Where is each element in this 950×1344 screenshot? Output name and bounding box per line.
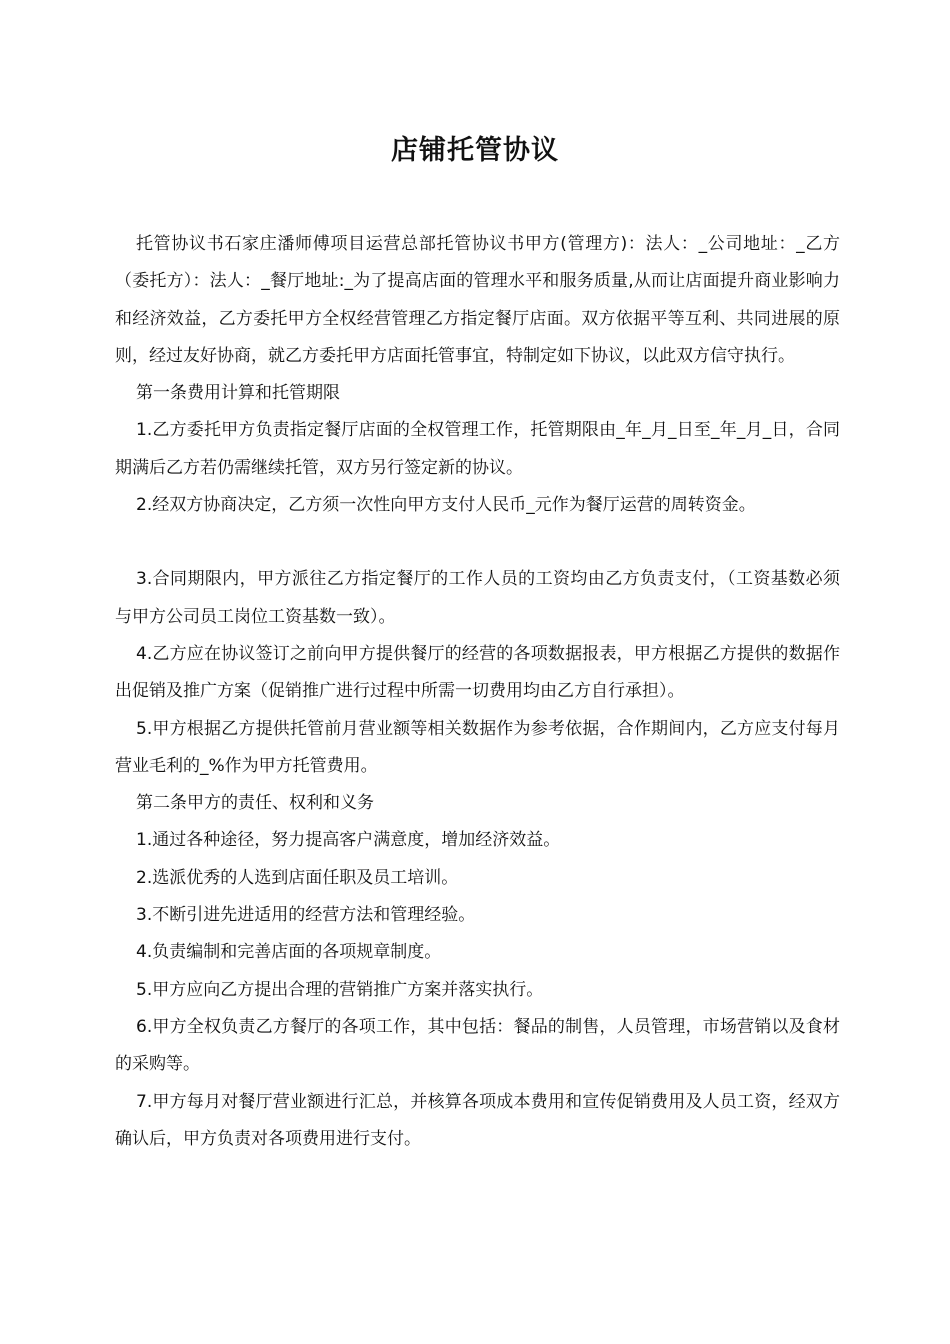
document-title: 店铺托管协议 (391, 135, 559, 166)
clause-2-7: 7.甲方每月对餐厅营业额进行汇总，并核算各项成本费用和宣传促销费用及人员工资，经双方确认后，甲方负责对各项费用进行支付。 (115, 1091, 840, 1149)
blank-line (115, 524, 840, 561)
section-heading-1: 第一条费用计算和托管期限 (136, 383, 340, 404)
clause-1-2: 2.经双方协商决定，乙方须一次性向甲方支付人民币_元作为餐厅运营的周转资金。 (136, 495, 756, 516)
clause-2-6: 6.甲方全权负责乙方餐厅的各项工作，其中包括：餐品的制售，人员管理，市场营销以及食材的采购等。 (115, 1016, 840, 1075)
section-heading-2: 第二条甲方的责任、权利和义务 (136, 793, 374, 814)
intro-paragraph: 托管协议书石家庄潘师傅项目运营总部托管协议书甲方(管理方)：法人：_公司地址：_乙方（委托方）：法人：_餐厅地址:_为了提高店面的管理水平和服务质量,从而让店面提升商业影响力和经济效益，乙方委托甲方全权经营管理乙方指定餐厅店面。双方依据平等互利、共同进展的原则，经过友好协商，就乙方委托甲方店面托管事宜，特制定如下协议，以此双方信守执行。 (115, 234, 840, 366)
clause-1-4: 4.乙方应在协议签订之前向甲方提供餐厅的经营的各项数据报表，甲方根据乙方提供的数据作出促销及推广方案（促销推广进行过程中所需一切费用均由乙方自行承担）。 (115, 643, 840, 702)
clause-2-5: 5.甲方应向乙方提出合理的营销推广方案并落实执行。 (136, 979, 544, 1000)
clause-2-4: 4.负责编制和完善店面的各项规章制度。 (136, 942, 442, 963)
clause-2-3: 3.不断引进先进适用的经营方法和管理经验。 (136, 905, 476, 926)
clause-2-1: 1.通过各种途径，努力提高客户满意度，增加经济效益。 (136, 830, 561, 851)
document-body (115, 226, 840, 1158)
clause-1-1: 1.乙方委托甲方负责指定餐厅店面的全权管理工作，托管期限由_年_月_日至_年_月_日，合同期满后乙方若仍需继续托管，双方另行签定新的协议。 (115, 420, 840, 478)
clause-2-2: 2.选派优秀的人选到店面任职及员工培训。 (136, 867, 459, 888)
clause-1-3: 3.合同期限内，甲方派往乙方指定餐厅的工作人员的工资均由乙方负责支付，（工资基数必须与甲方公司员工岗位工资基数一致）。 (115, 569, 840, 627)
clause-1-5: 5.甲方根据乙方提供托管前月营业额等相关数据作为参考依据，合作期间内，乙方应支付每月营业毛利的_%作为甲方托管费用。 (115, 718, 840, 776)
